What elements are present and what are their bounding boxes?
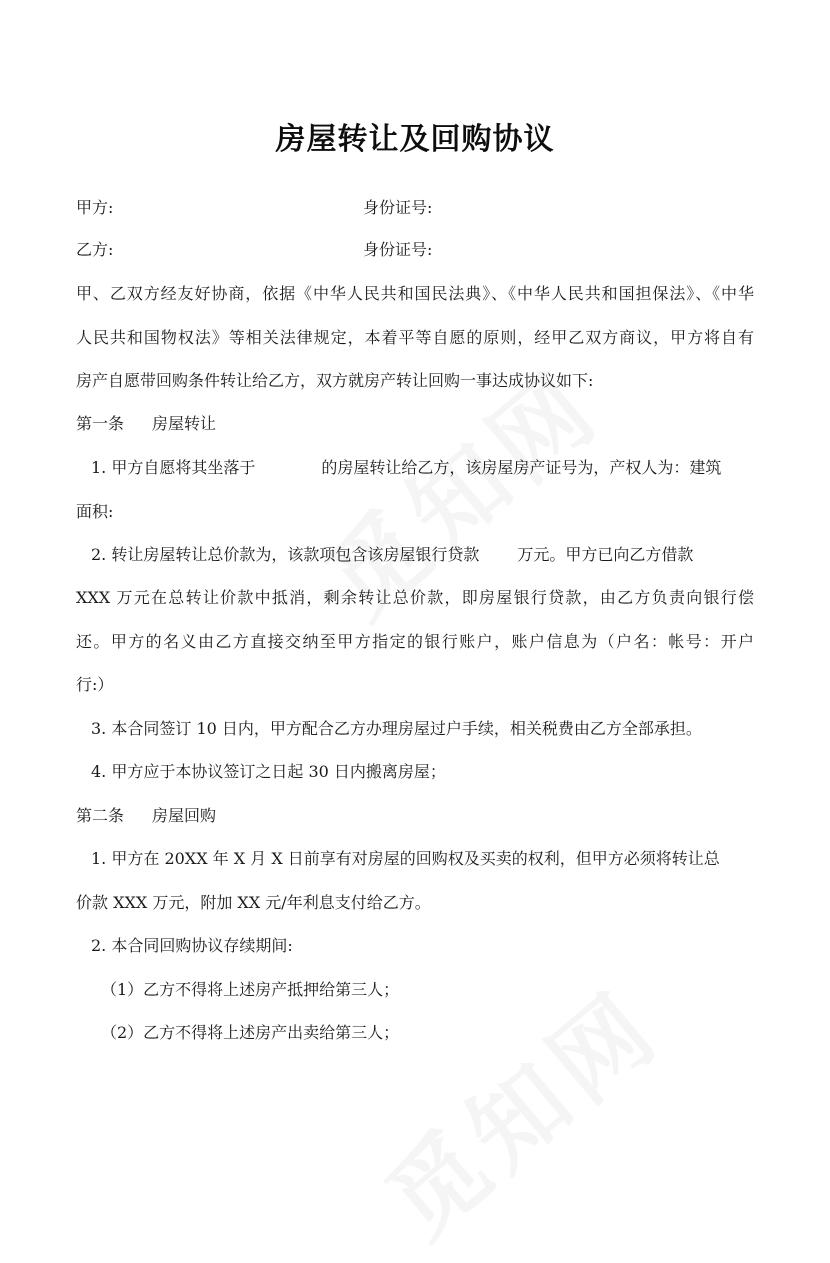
- article1-heading: [76, 414, 216, 434]
- article1-clause4: 4. 甲方应于本协议签订之日起 30 日内搬离房屋；: [91, 762, 446, 781]
- party-a-label: 甲方:: [76, 198, 114, 217]
- article2-heading: [76, 806, 216, 826]
- party-b-line: [76, 240, 113, 260]
- article1-clause2-cont: 行:）: [76, 675, 114, 694]
- party-a-line: [76, 198, 113, 218]
- clause-text: 2. 转让房屋转让总价款为，该款项包含该房屋银行贷款: [91, 545, 480, 564]
- article2-sub2: （2）乙方不得将上述房产出卖给第三人；: [101, 1023, 400, 1042]
- clause-text: XXX 万元在总转让价款中抵消，剩余转让总价款，即房屋银行贷款，由乙方负责向银行偿: [76, 588, 754, 607]
- party-b-id-label: 身份证号:: [363, 240, 433, 259]
- article-number: 第一条: [76, 414, 125, 433]
- clause-text: 的房屋转让给乙方，该房屋房产证号为，产权人为：建筑: [321, 458, 722, 477]
- watermark: [353, 954, 685, 1263]
- article-title: 房屋回购: [152, 806, 217, 825]
- article-number: 第二条: [76, 806, 125, 825]
- document-title: 房屋转让及回购协议: [275, 122, 555, 157]
- preamble-line: [76, 328, 754, 348]
- article2-sub1: （1）乙方不得将上述房产抵押给第三人；: [101, 980, 400, 999]
- article2-clause1: 1. 甲方在 20XX 年 X 月 X 日前享有对房屋的回购权及买卖的权利，但甲方必须将转让总: [91, 849, 720, 868]
- clause-text: 1. 甲方自愿将其坐落于: [91, 458, 256, 477]
- article2-clause2: 2. 本合同回购协议存续期间:: [91, 936, 293, 955]
- article1-clause2: [91, 545, 693, 565]
- article1-clause1: [91, 458, 721, 478]
- party-b-label: 乙方:: [76, 240, 114, 259]
- preamble-line: [76, 284, 754, 304]
- preamble-text: 甲、乙双方经友好协商，依据《中华人民共和国民法典》、《中华人民共和国担保法》、《中华: [76, 284, 754, 303]
- article1-clause2-cont: [76, 588, 754, 608]
- preamble-line: 房产自愿带回购条件转让给乙方，双方就房产转让回购一事达成协议如下:: [76, 371, 594, 390]
- clause-text: 还。甲方的名义由乙方直接交纳至甲方指定的银行账户，账户信息为（户名：帐号：开户: [76, 632, 754, 651]
- article1-clause1-cont: 面积:: [76, 502, 114, 521]
- party-a-id-label: 身份证号:: [363, 198, 433, 217]
- clause-text: 万元。甲方已向乙方借款: [517, 545, 694, 564]
- article2-clause1-cont: 价款 XXX 万元，附加 XX 元/年利息支付给乙方。: [76, 893, 431, 912]
- article1-clause2-cont: [76, 632, 754, 652]
- article1-clause3: 3. 本合同签订 10 日内，甲方配合乙方办理房屋过户手续，相关税费由乙方全部承担。: [91, 719, 702, 738]
- article-title: 房屋转让: [152, 414, 217, 433]
- preamble-text: 人民共和国物权法》等相关法律规定，本着平等自愿的原则，经甲乙双方商议，甲方将自有: [76, 328, 754, 347]
